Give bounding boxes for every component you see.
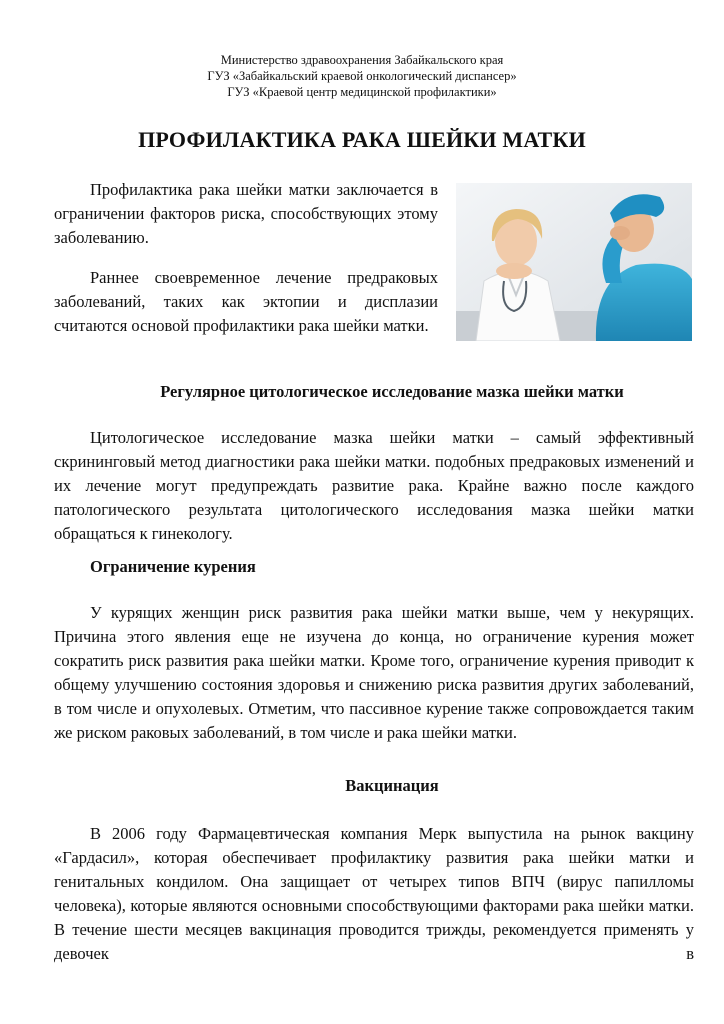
vaccination-paragraph: В 2006 году Фармацевтическая компания Мерк выпустила на рынок вакцину «Гардасил», которая обеспечивает профилактику развития рака шейки матки и генитальных кондилом. Она защищает от четырех типов ВПЧ (вирус папилломы человека), которые являются основными способствующими факторами рака шейки матки. В течение шести месяцев вакцинация проводится трижды, рекомендуется применять у девочек в <box>54 824 694 963</box>
header-ministry: Министерство здравоохранения Забайкальского края <box>220 53 504 67</box>
header-prevention-center: ГУЗ «Краевой центр медицинской профилактики» <box>227 85 497 99</box>
page-title: ПРОФИЛАКТИКА РАКА ШЕЙКИ МАТКИ <box>138 127 586 152</box>
doctor-consultation-photo <box>456 183 692 341</box>
section-heading-cytology: Регулярное цитологическое исследование мазка шейки матки <box>160 382 624 401</box>
header-oncology-dispensary: ГУЗ «Забайкальский краевой онкологический диспансер» <box>207 69 517 83</box>
smoking-paragraph: У курящих женщин риск развития рака шейки матки выше, чем у некурящих. Причина этого явления еще не изучена до конца, но ограничение курения может сократить риск развития рака шейки матки. Кроме того, ограничение курения приводит к общему улучшению состояния здоровья и снижению риска развития других заболеваний, в том числе и опухолевых. Отметим, что пассивное курение также сопровождается таким же риском раковых заболеваний, в том числе и рака шейки матки. <box>54 603 694 742</box>
header-organizations <box>0 52 724 100</box>
section-heading-smoking: Ограничение курения <box>90 557 256 576</box>
section-heading-vaccination: Вакцинация <box>345 776 439 795</box>
cytology-paragraph: Цитологическое исследование мазка шейки матки – самый эффективный скрининговый метод диагностики рака шейки матки. подобных предраковых изменений и их лечение могут предупреждать развитие рака. Крайне важно после каждого патологического результата цитологического исследования мазка шейки матки обращаться к гинекологу. <box>54 428 694 543</box>
intro-paragraph-1: Профилактика рака шейки матки заключается в ограничении факторов риска, способствующих этому заболеванию. <box>54 180 438 247</box>
intro-paragraph-2: Раннее своевременное лечение предраковых заболеваний, таких как эктопии и дисплазии считаются основой профилактики рака шейки матки. <box>54 268 438 335</box>
